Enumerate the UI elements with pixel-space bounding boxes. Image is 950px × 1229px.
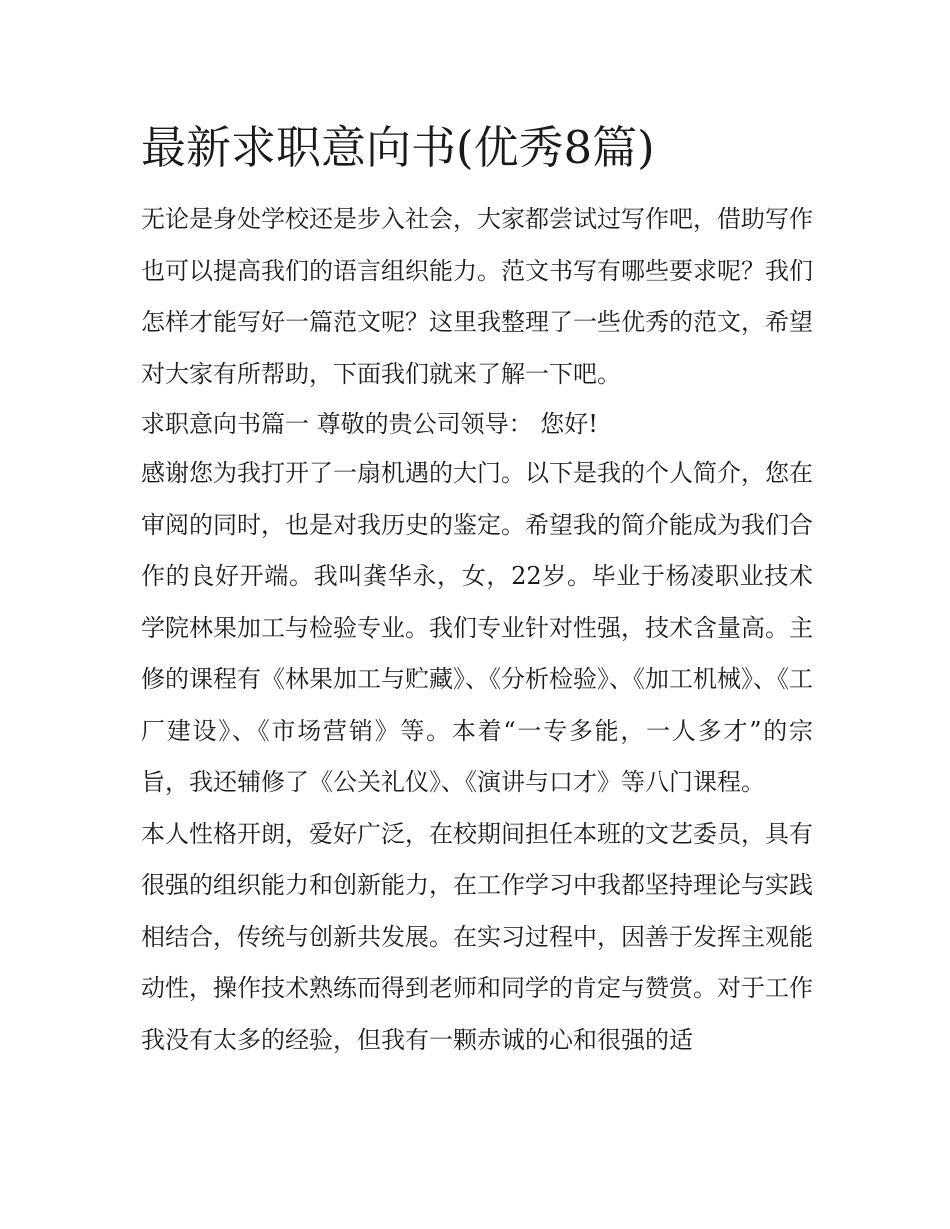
body-paragraph-introduction: 感谢您为我打开了一扇机遇的大门。以下是我的个人简介，您在审阅的同时，也是对我历史的鉴定。希望我的简介能成为我们合作的良好开端。我叫龚华永，女，22岁。毕业于杨凌职业技术学院林果加工与检验专业。我们专业针对性强，技术含量高。主修的课程有《林果加工与贮藏》、《分析检验》、《加工机械》、《工厂建设》、《市场营销》等。本着“一专多能，一人多才”的宗旨，我还辅修了《公关礼仪》、《演讲与口才》等八门课程。 xyxy=(141,459,813,796)
intro-paragraph: 无论是身处学校还是步入社会，大家都尝试过写作吧，借助写作也可以提高我们的语言组织能力。范文书写有哪些要求呢？我们怎样才能写好一篇范文呢？这里我整理了一些优秀的范文，希望对大家有所帮助，下面我们就来了解一下吧。 xyxy=(141,205,813,388)
salutation-paragraph: 求职意向书篇一 尊敬的贵公司领导： 您好! xyxy=(141,410,598,438)
body-paragraph-personality: 本人性格开朗，爱好广泛，在校期间担任本班的文艺委员，具有很强的组织能力和创新能力，在工作学习中我都坚持理论与实践相结合，传统与创新共发展。在实习过程中，因善于发挥主观能动性，操作技术熟练而得到老师和同学的肯定与赞赏。对于工作我没有太多的经验，但我有一颗赤诚的心和很强的适 xyxy=(141,819,813,1054)
document-content xyxy=(141,118,813,1066)
document-title: 最新求职意向书(优秀8篇) xyxy=(141,121,655,174)
